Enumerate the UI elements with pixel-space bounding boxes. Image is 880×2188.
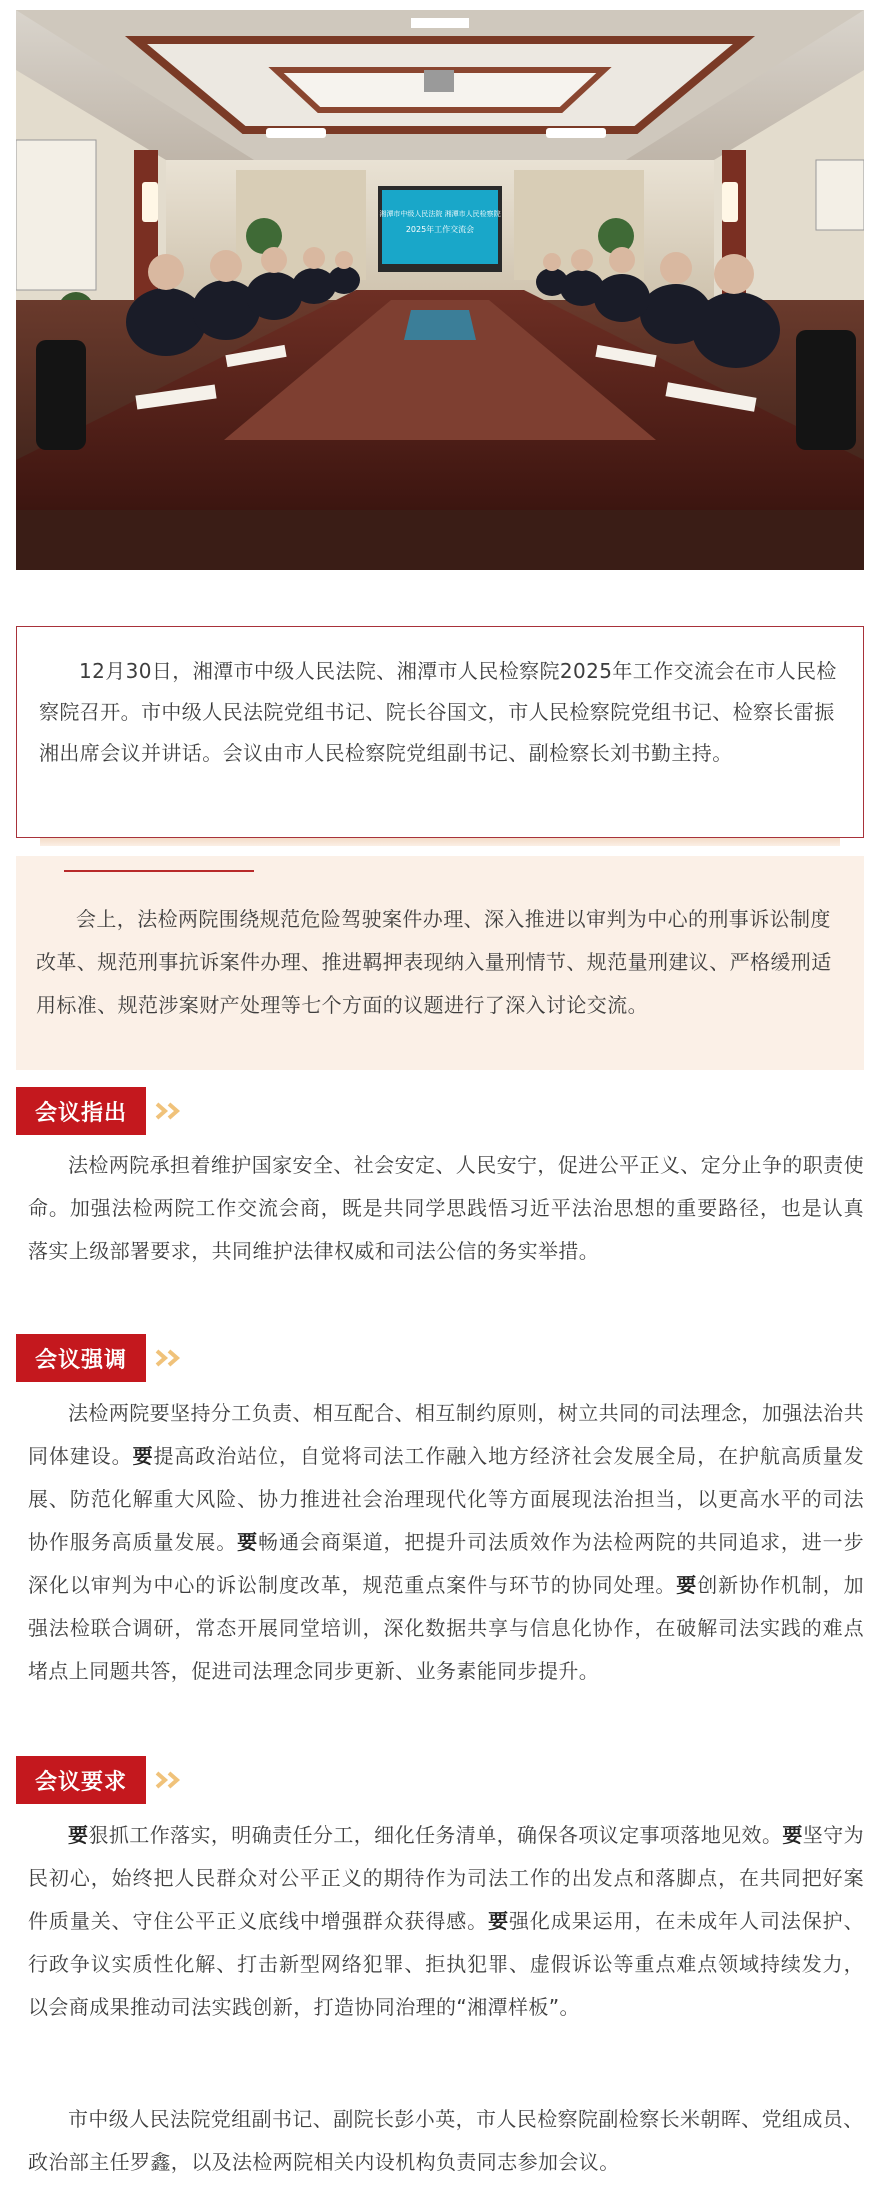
emphasized-text-1: 法检两院要坚持分工负责、相互配合、相互制约原则，树立共同的司法理念，加强法治共同体建设。 [28, 1401, 864, 1468]
section-label-required: 会议要求 [16, 1756, 146, 1804]
required-text-2: 坚守为民初心，始终把人民群众对公平正义的期待作为司法工作的出发点和落脚点，在共同把好案件质量关、守住公平正义底线中增强群众获得感。 [28, 1823, 865, 1933]
closing-paragraph: 市中级人民法院党组副书记、副院长彭小英，市人民检察院副检察长米朝晖、党组成员、政治部主任罗鑫，以及法检两院相关内设机构负责同志参加会议。 [28, 2107, 864, 2174]
intro-box [16, 626, 864, 838]
emphasis-keyword: 要 [132, 1444, 154, 1468]
emphasized-text-3: 畅通会商渠道，把提升司法质效作为法检两院的共同追求，进一步深化以审判为中心的诉讼制度改革，规范重点案件与环节的协同处理。 [28, 1530, 864, 1597]
intro-box-underline [40, 838, 840, 846]
discussion-paragraph: 会上，法检两院围绕规范危险驾驶案件办理、深入推进以审判为中心的刑事诉讼制度改革、规范刑事抗诉案件办理、推进羁押表现纳入量刑情节、规范量刑建议、严格缓刑适用标准、规范涉案财产处理等七个方面的议题进行了深入讨论交流。 [36, 907, 832, 1017]
emphasis-keyword: 要 [676, 1573, 698, 1597]
section-header-pointed [16, 1087, 184, 1135]
intro-paragraph: 12月30日，湘潭市中级人民法院、湘潭市人民检察院2025年工作交流会在市人民检察院召开。市中级人民法院党组书记、院长谷国文，市人民检察院党组书记、检察长雷振湘出席会议并讲话。会议由市人民检察院党组副书记、副检察长刘书勤主持。 [39, 659, 837, 765]
screen-title-line1: 湘潭市中级人民法院 湘潭市人民检察院 [379, 210, 501, 218]
section-header-emphasized [16, 1334, 184, 1382]
double-chevron-icon [154, 1348, 184, 1368]
section-header-required [16, 1756, 184, 1804]
required-text-3: 强化成果运用，在未成年人司法保护、行政争议实质性化解、打击新型网络犯罪、拒执犯罪、虚假诉讼等重点难点领域持续发力，以会商成果推动司法实践创新，打造协同治理的“湘潭样板”。 [28, 1909, 864, 2019]
conference-room-illustration [16, 10, 864, 570]
discussion-box [16, 856, 864, 1070]
section-body-required [28, 1814, 864, 2029]
screen-title-line2: 2025年工作交流会 [405, 225, 475, 234]
double-chevron-icon [154, 1101, 184, 1121]
red-divider-line [64, 870, 254, 872]
emphasized-paragraph [28, 1392, 864, 1693]
closing-section [28, 2098, 864, 2184]
emphasis-keyword: 要 [488, 1909, 509, 1933]
emphasis-keyword: 要 [68, 1823, 89, 1847]
required-paragraph [28, 1814, 864, 2029]
section-body-pointed [28, 1144, 864, 1273]
emphasized-text-2: 提高政治站位，自觉将司法工作融入地方经济社会发展全局，在护航高质量发展、防范化解重大风险、协力推进社会治理现代化等方面展现法治担当，以更高水平的司法协作服务高质量发展。 [28, 1444, 864, 1554]
emphasized-text-4: 创新协作机制，加强法检联合调研，常态开展同堂培训，深化数据共享与信息化协作，在破解司法实践的难点堵点上同题共答，促进司法理念同步更新、业务素能同步提升。 [28, 1573, 865, 1683]
section-body-emphasized [28, 1392, 864, 1693]
pointed-paragraph: 法检两院承担着维护国家安全、社会安定、人民安宁，促进公平正义、定分止争的职责使命。加强法检两院工作交流会商，既是共同学思践悟习近平法治思想的重要路径，也是认真落实上级部署要求，共同维护法律权威和司法公信的务实举措。 [28, 1153, 864, 1263]
section-label-pointed: 会议指出 [16, 1087, 146, 1135]
emphasis-keyword: 要 [782, 1823, 803, 1847]
required-text-1: 狠抓工作落实，明确责任分工，细化任务清单，确保各项议定事项落地见效。 [88, 1823, 783, 1847]
meeting-photo [16, 10, 864, 570]
section-label-emphasized: 会议强调 [16, 1334, 146, 1382]
emphasis-keyword: 要 [237, 1530, 259, 1554]
double-chevron-icon [154, 1770, 184, 1790]
